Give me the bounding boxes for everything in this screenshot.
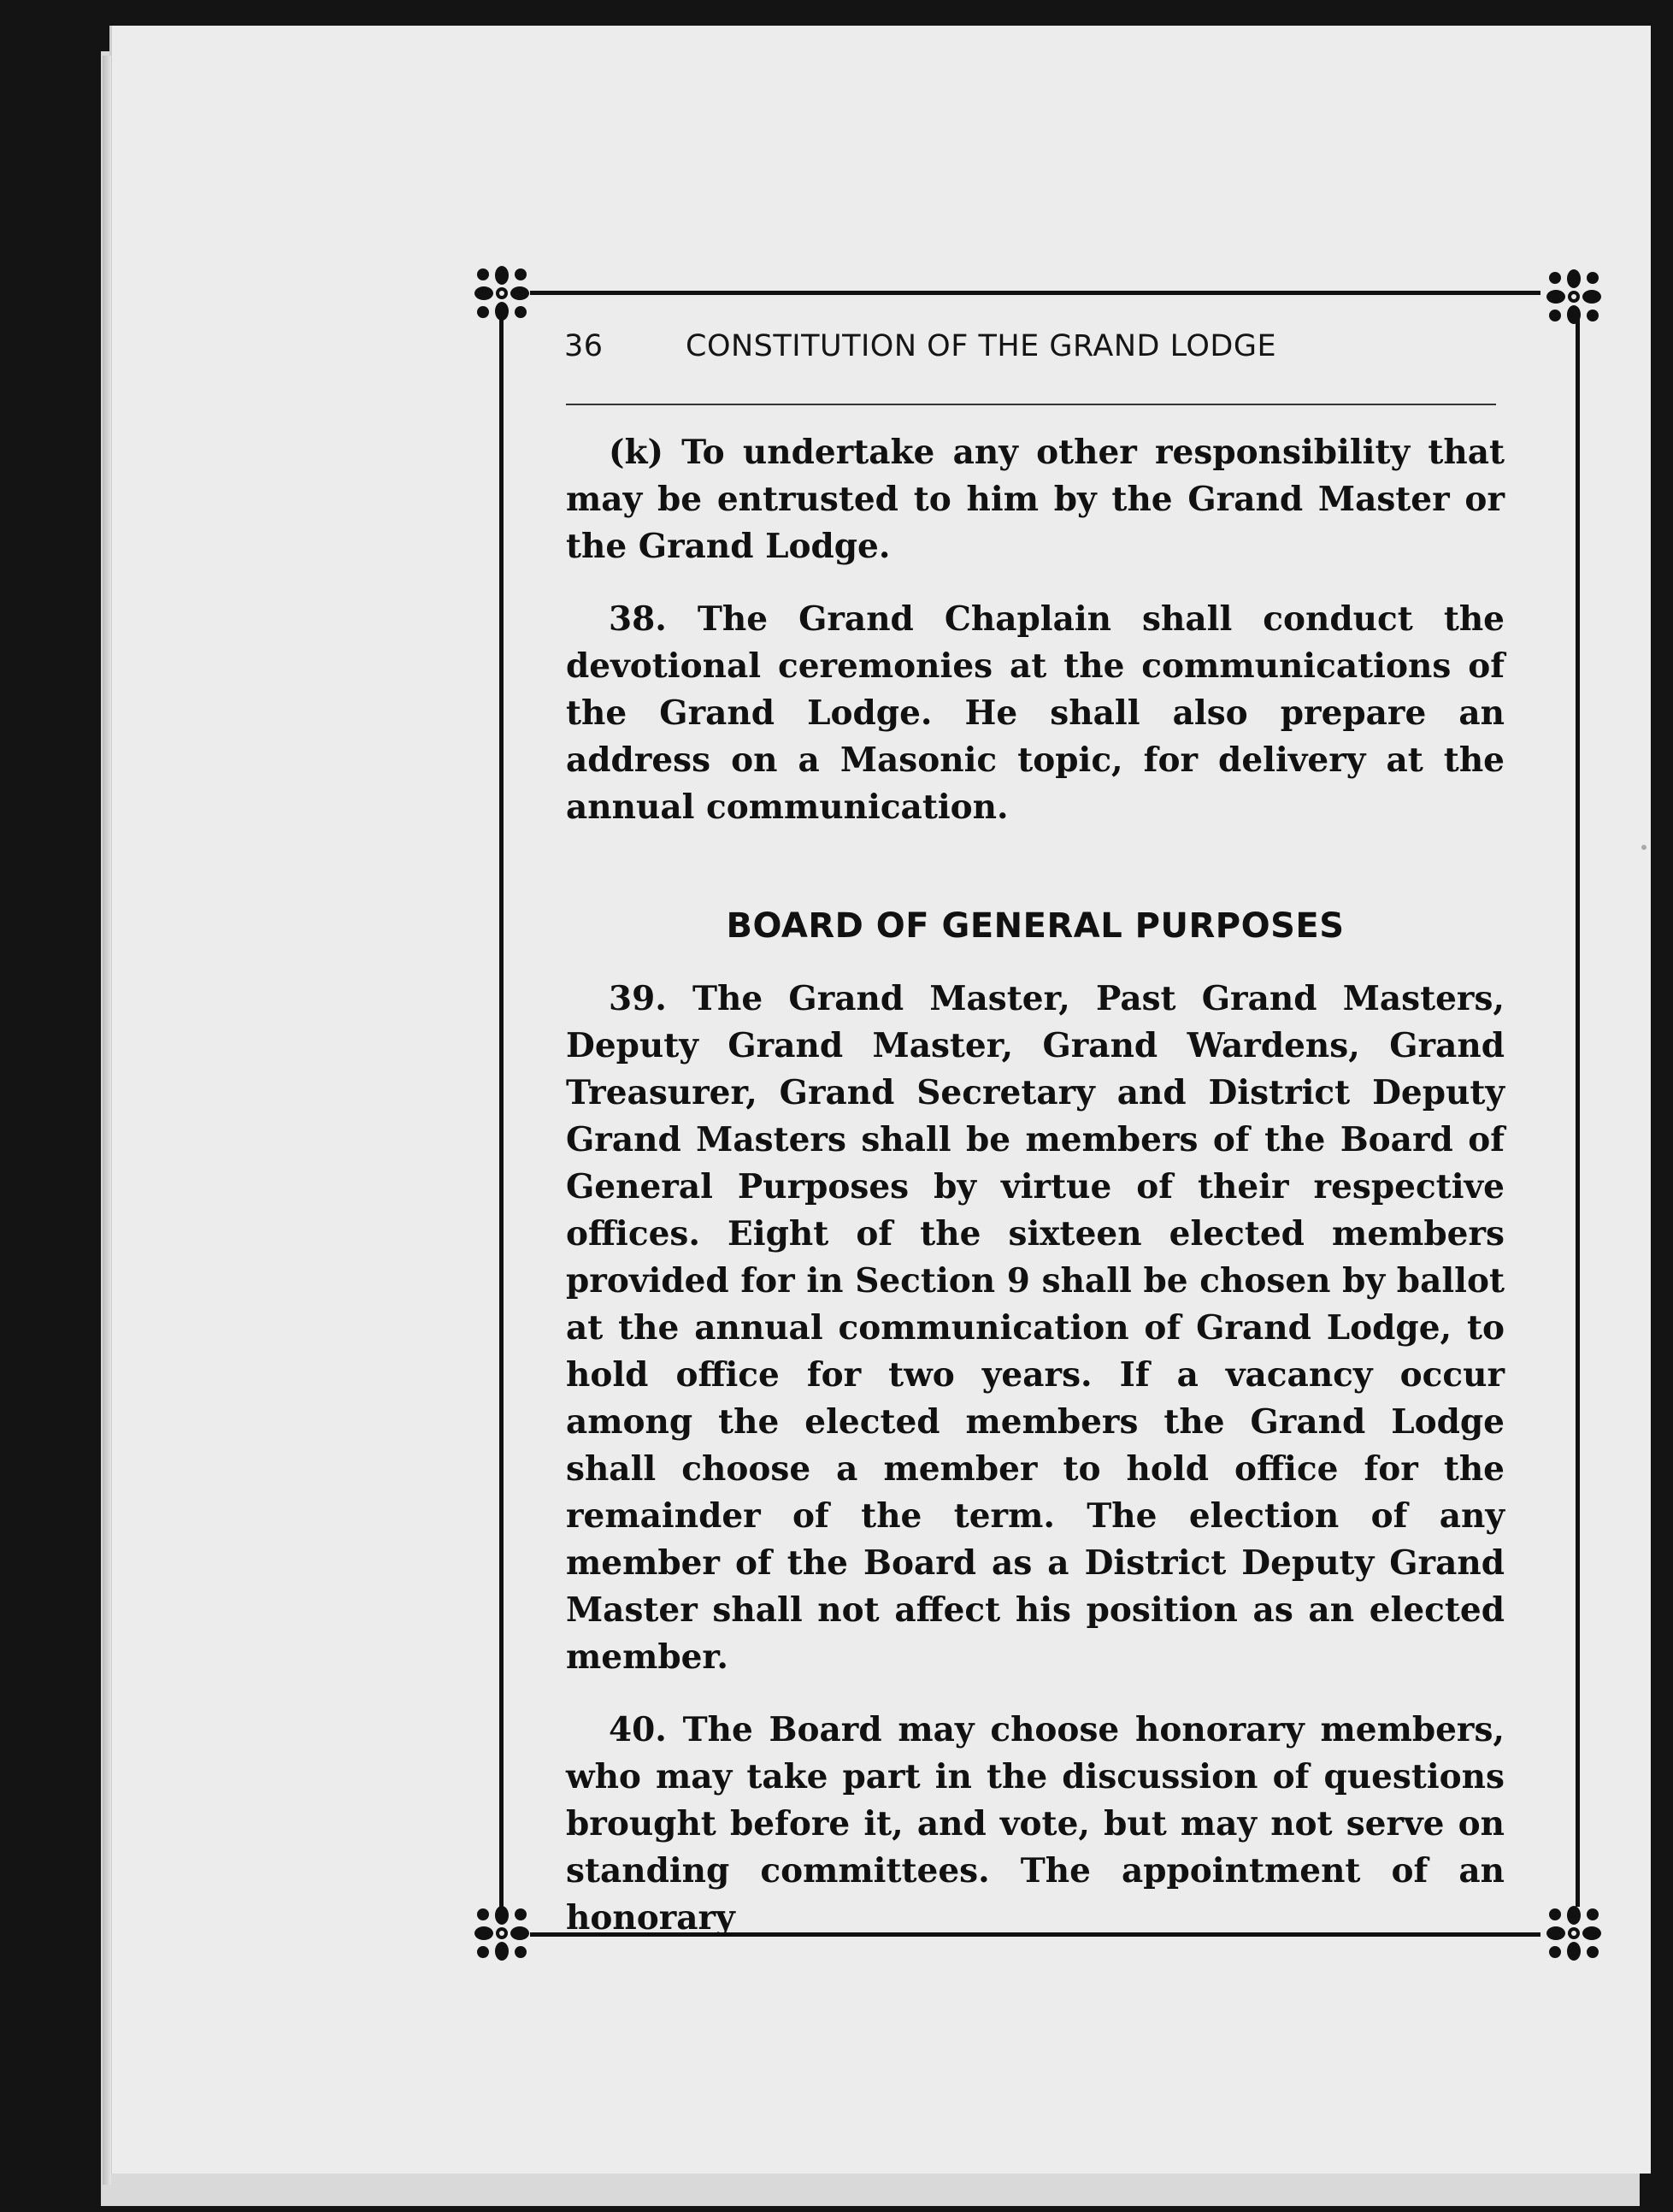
paragraph-38: 38. The Grand Chaplain shall conduct the devotional ceremonies at the communications of the Grand Lodge. He shall also prepare an address on a Masonic topic, for delivery at the annual communication. — [566, 599, 1505, 827]
paragraph-k: (k) To undertake any other responsibility that may be entrusted to him by the Grand Master or the Grand Lodge. — [566, 433, 1505, 566]
running-head: CONSTITUTION OF THE GRAND LODGE — [686, 329, 1277, 363]
page-edge — [103, 56, 111, 2185]
floral-corner-ornament-icon — [472, 263, 532, 323]
scan-speck — [1641, 845, 1646, 850]
section-heading: BOARD OF GENERAL PURPOSES — [726, 906, 1345, 946]
floral-corner-ornament-icon — [1544, 1903, 1604, 1963]
page-number: 36 — [564, 329, 604, 363]
body-text — [566, 429, 1505, 1967]
frame-top-rule — [530, 291, 1540, 295]
frame-right-rule — [1576, 318, 1580, 1907]
header-rule — [566, 404, 1496, 405]
frame-left-rule — [499, 318, 504, 1907]
paragraph-39: 39. The Grand Master, Past Grand Masters, Deputy Grand Master, Grand Wardens, Grand Treasurer, Grand Secretary and District Deputy Grand Masters shall be members of the Board of General Purposes by virtue of their respective offices. Eight of the sixteen elected members provided for in Section 9 shall be chosen by ballot at the annual communication of Grand Lodge, to hold office for two years. If a vacancy occur among the elected members the Grand Lodge shall choose a member to hold office for the remainder of the term. The election of any member of the Board as a District Deputy Grand Master shall not affect his position as an elected member. — [566, 979, 1505, 1677]
floral-corner-ornament-icon — [472, 1903, 532, 1963]
floral-corner-ornament-icon — [1544, 267, 1604, 327]
page-header — [557, 329, 1506, 372]
paragraph-40: 40. The Board may choose honorary members, who may take part in the discussion of questions brought before it, and vote, but may not serve on standing committees. The appointment of an honorary — [566, 1710, 1505, 1938]
